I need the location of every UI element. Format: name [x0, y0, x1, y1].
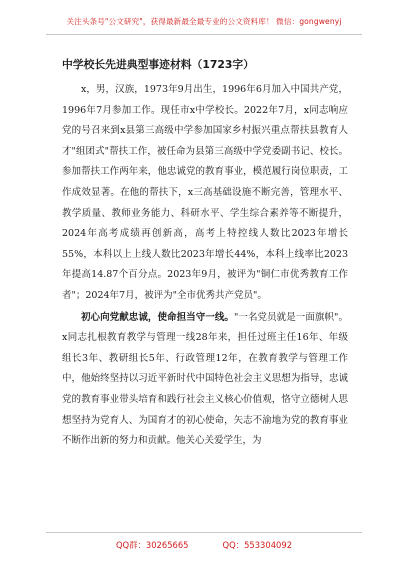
section-text: "一名党员就是一面旗帜"。x同志扎根教育教学与管理一线28年来，担任过班主任16年、年级组长3年、教研组长5年、行政管理12年，在教育教学与管理工作中，他始终坚持以习近平新时代中国特色社会主义思想为指导，忠诚党的教育事业带头培育和践行社会主义核心价值观，恪守立德树人思想坚持为党育人、为国育才的初心使命，矢志不渝地为党的教育事业不断作出新的努力和贡献。他关心关爱学生，为: [62, 311, 348, 447]
document-body: [62, 80, 348, 452]
header-banner: 关注头条号"公文研究"，获得最新最全最专业的公文资料库！ 微信：gongwenyj: [66, 17, 342, 26]
footer-qq-group: QQ群：30265665: [115, 540, 189, 550]
header-divider: [46, 34, 362, 35]
footer-divider: [46, 532, 362, 533]
document-title: 中学校长先进典型事迹材料（1723字）: [62, 58, 255, 71]
intro-paragraph: x，男，汉族，1973年9月出生，1996年6月加入中国共产党，1996年7月参加工作。现任市x中学校长。2022年7月，x同志响应党的号召来到x县第三高级中学参加国家乡村振兴重点帮扶县教育人才"组团式"帮扶工作，被任命为县第三高级中学党委副书记、校长。参加帮扶工作两年来，他忠诚党的教育事业，模范履行岗位职责，工作成效显著。在他的帮扶下，x三高基础设施不断完善，管理水平、教学质量、教师业务能力、科研水平、学生综合素养等不断提升，2024年高考成绩再创新高，高考上特控线人数比2023年增长55%，本科以上上线人数比2023年增长44%，本科上线率比2023年提高14.87个百分点。2023年9月，被评为"铜仁市优秀教育工作者"；2024年7月，被评为"全市优秀共产党员"。: [62, 84, 348, 301]
footer-qq: QQ：553304092: [222, 540, 293, 550]
section-paragraph: [62, 308, 348, 452]
section-heading: 初心向党献忠诚，使命担当守一线。: [81, 311, 234, 323]
footer-contacts: [0, 539, 408, 551]
